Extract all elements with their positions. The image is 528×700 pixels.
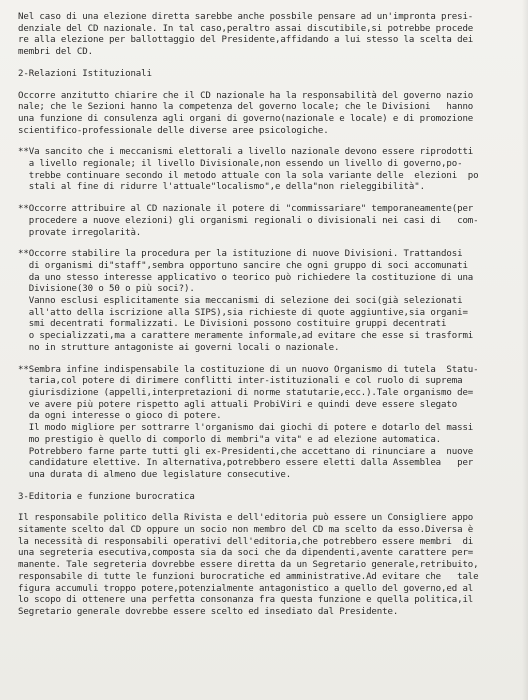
text-line: ve avere più potere rispetto agli attuali ProbiViri e quindi deve essere slegato	[18, 399, 458, 410]
text-line: trebbe continuare secondo il metodo attuale con la sola variante delle elezioni po	[18, 170, 479, 181]
section-heading-editoria: 3-Editoria e funzione burocratica	[18, 491, 195, 502]
paragraph-responsabilita	[18, 91, 520, 138]
text-line: provate irregolarità.	[18, 227, 142, 238]
text-line: o specializzati,ma a carattere meramente informale,ad evitare che esse si trasformi	[18, 331, 474, 342]
text-line: figura accumuli troppo potere,potenzialmente antagonistico a quello del governo,ed al	[18, 583, 474, 594]
text-line: una durata di almeno due legislature consecutive.	[18, 469, 292, 480]
text-line: re alla elezione per ballottaggio del Presidente,affidando a lui stesso la scelta dei	[18, 35, 474, 46]
text-line: giurisdizione (appelli,interpretazioni di norme statutarie,ecc.).Tale organismo de=	[18, 387, 474, 398]
text-line: da uno stesso interesse applicativo o teorico può richiedere la costituzione di una	[18, 272, 474, 283]
intro-paragraph	[18, 12, 520, 59]
text-line: sitamente scelto dal CD oppure un socio non membro del CD ma scelto da esso.Diversa è	[18, 525, 474, 536]
text-line: denziale del CD nazionale. In tal caso,peraltro assai discutibile,si potrebbe procede	[18, 23, 474, 34]
text-line: la necessità di responsabili operativi dell'editoria,che potrebbero essere membri di	[18, 536, 474, 547]
paragraph-organismo-tutela	[18, 365, 520, 482]
text-line: di organismi di"staff",sembra opportuno sancire che ogni gruppo di soci accomunati	[18, 260, 468, 271]
text-line: **Occorre stabilire la procedura per la istituzione di nuove Divisioni. Trattandosi	[18, 249, 463, 260]
text-line: candidature elettive. In alternativa,potrebbero essere eletti dalla Assemblea per	[18, 458, 474, 469]
text-line: all'atto della iscrizione alla SIPS),sia richieste di quote aggiuntive,sia organi=	[18, 307, 468, 318]
text-line: Il modo migliore per sottrarre l'organismo dai giochi di potere e dotarlo del massi	[18, 423, 474, 434]
text-line: membri del CD.	[18, 47, 93, 58]
paragraph-nuove-divisioni	[18, 249, 520, 354]
text-line: no in strutture antagoniste ai governi locali o nazionale.	[18, 342, 340, 353]
text-line: Vanno esclusi esplicitamente sia meccanismi di selezione dei soci(già selezionati	[18, 296, 463, 307]
text-line: nale; che le Sezioni hanno la competenza del governo locale; che le Divisioni hanno	[18, 102, 474, 113]
text-line: Nel caso di una elezione diretta sarebbe anche possbile pensare ad un'impronta presi-	[18, 12, 474, 22]
text-line: **Va sancito che i meccanismi elettorali a livello nazionale devono essere riprodotti	[18, 147, 474, 158]
text-line: **Occorre attribuire al CD nazionale il potere di "commissariare" temporaneamente(per	[18, 204, 474, 215]
text-line: una segreteria esecutiva,composta sia da soci che da dipendenti,avente carattere per=	[18, 548, 474, 559]
text-line: da ogni interesse o gioco di potere.	[18, 411, 222, 422]
text-line: Occorre anzitutto chiarire che il CD nazionale ha la responsabilità del governo nazio	[18, 90, 474, 101]
text-line: responsabile di tutte le funzioni burocratiche ed amministrative.Ad evitare che tale	[18, 571, 479, 582]
text-line: procedere a nuove elezioni) gli organismi regionali o divisionali nei casi di com-	[18, 215, 479, 226]
text-line: stali al fine di ridurre l'attuale"localismo",e della"non rieleggibilità".	[18, 182, 425, 193]
paragraph-meccanismi-elettorali	[18, 147, 520, 194]
text-line: taria,col potere di dirimere conflitti inter-istituzionali e col ruolo di suprema	[18, 376, 463, 387]
text-line: a livello regionale; il livello Divisionale,non essendo un livello di governo,po-	[18, 159, 463, 170]
text-line: scientifico-professionale delle diverse aree psicologiche.	[18, 125, 329, 136]
text-line: manente. Tale segreteria dovrebbe essere diretta da un Segretario generale,retribuito,	[18, 560, 479, 571]
paragraph-commissariare	[18, 204, 520, 239]
text-line: Potrebbero farne parte tutti gli ex-Presidenti,che accettano di rinunciare a nuove	[18, 446, 474, 457]
text-line: Divisione(30 o 50 o più soci?).	[18, 284, 195, 295]
typewritten-text	[18, 12, 520, 619]
text-line: lo scopo di ottenere una perfetta consonanza fra questa funzione e quella politica,il	[18, 595, 474, 606]
page-edge-shadow	[522, 0, 528, 700]
paragraph-editoria	[18, 513, 520, 618]
text-line: Il responsabile politico della Rivista e dell'editoria può essere un Consigliere appo	[18, 513, 474, 524]
text-line: Segretario generale dovrebbe essere scelto ed insediato dal Presidente.	[18, 606, 399, 617]
text-line: una funzione di consulenza agli organi di governo(nazionale e locale) e di promozione	[18, 113, 474, 124]
text-line: smi decentrati formalizzati. Le Divisioni possono costituire gruppi decentrati	[18, 319, 447, 330]
text-line: **Sembra infine indispensabile la costituzione di un nuovo Organismo di tutela Statu-	[18, 364, 479, 375]
section-heading-relazioni: 2-Relazioni Istituzionali	[18, 68, 152, 79]
text-line: mo prestigio è quello di comporlo di membri"a vita" e ad elezione automatica.	[18, 434, 442, 445]
